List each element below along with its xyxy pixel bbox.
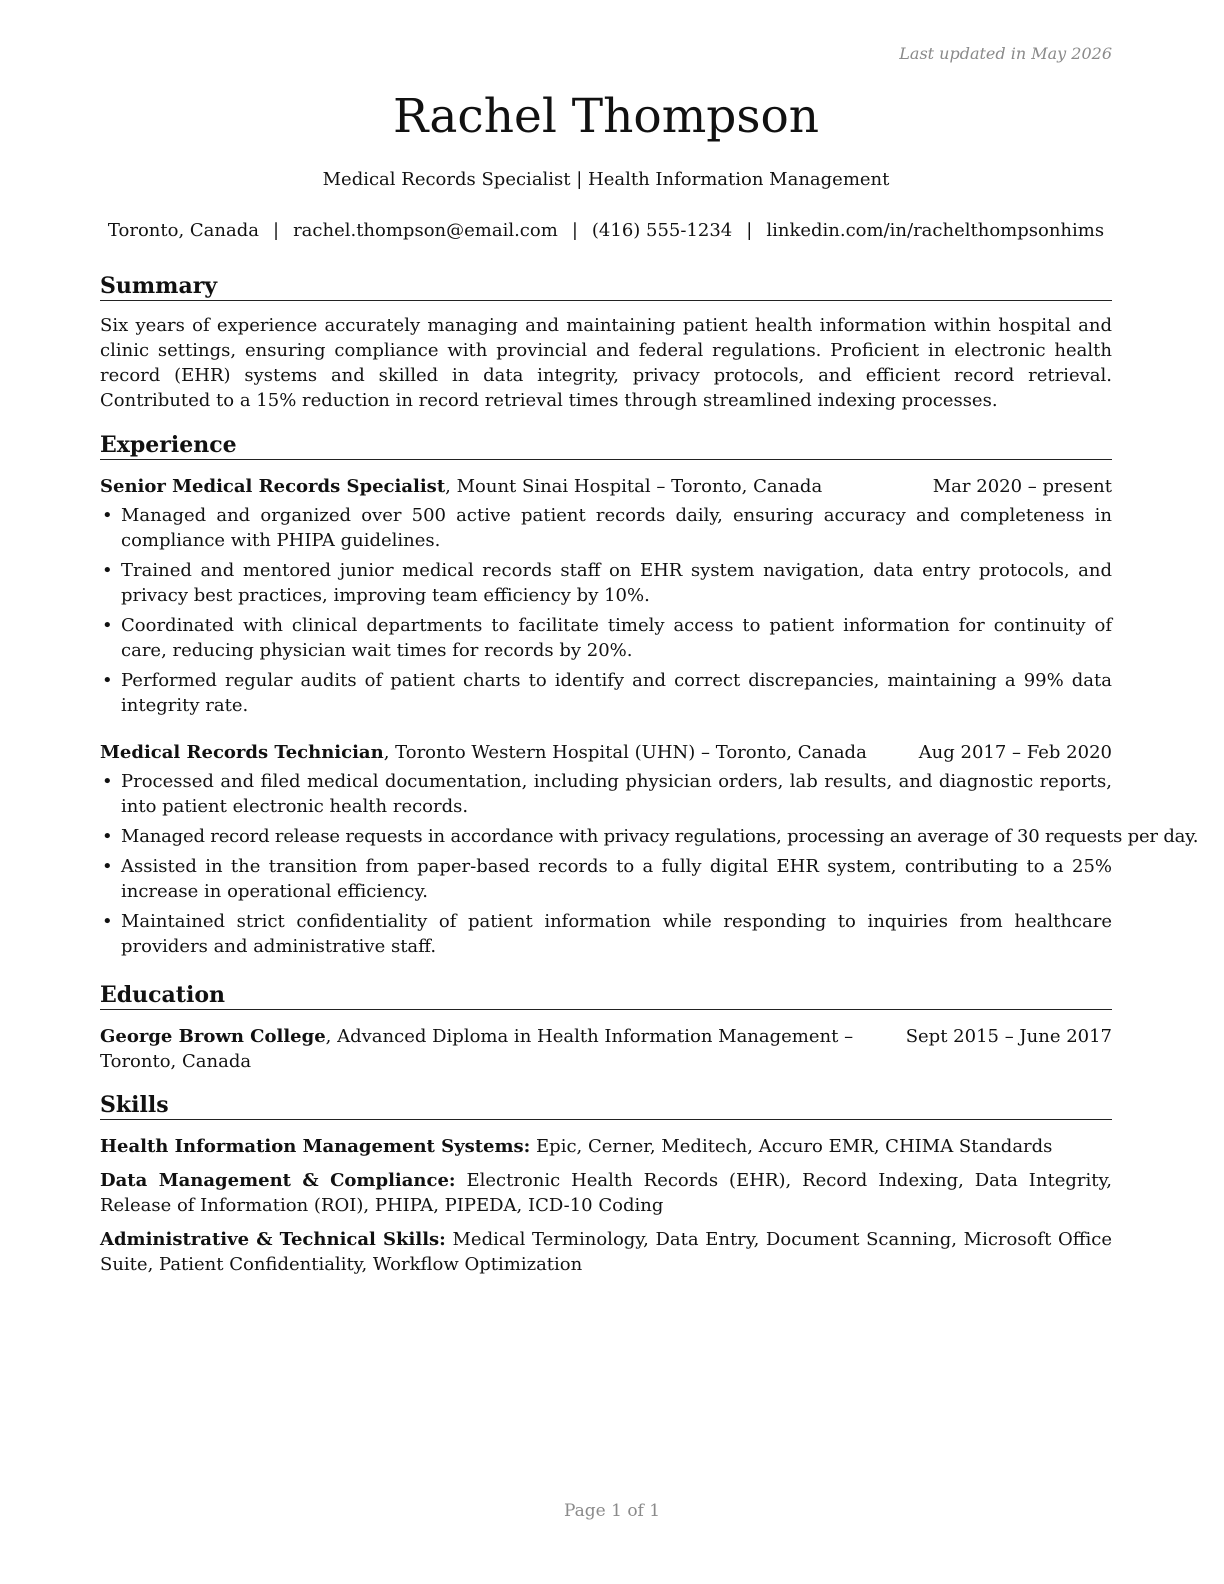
skill-group-items: Electronic Health Records (EHR), Record Indexing, Data Integrity, Release of Information (ROI), PHIPA, PIPEDA, ICD-10 Coding [100, 1170, 1112, 1216]
skill-group [100, 1168, 1112, 1218]
experience-section [100, 431, 1199, 964]
list-item: • Coordinated with clinical departments to facilitate timely access to patient information for continuity of care, reducing physician wait times for records by 20%. [100, 613, 1112, 663]
candidate-name: Rachel Thompson [392, 89, 820, 144]
job-org: , Toronto Western Hospital (UHN) – Toronto, Canada [383, 742, 867, 763]
section-heading-education: Education [100, 981, 1112, 1010]
skills-section [100, 1091, 1112, 1277]
list-item: • Processed and filed medical documentation, including physician orders, lab results, and diagnostic reports, into patient electronic health records. [100, 769, 1112, 819]
contact-email[interactable]: rachel.thompson@email.com [293, 220, 558, 241]
education-entry [100, 1024, 1112, 1074]
job-bullets [100, 769, 1199, 959]
job-header [100, 740, 1112, 765]
skill-group-label: Data Management & Compliance: [100, 1170, 456, 1191]
job-title: Senior Medical Records Specialist [100, 476, 446, 497]
job-dates: Aug 2017 – Feb 2020 [918, 742, 1112, 763]
last-updated: Last updated in May 2026 [899, 44, 1112, 63]
section-heading-summary: Summary [100, 272, 1112, 301]
job-dates: Mar 2020 – present [932, 476, 1112, 497]
education-section [100, 981, 1112, 1074]
school-name: George Brown College [100, 1026, 326, 1047]
summary-text: Six years of experience accurately managing and maintaining patient health information within hospital and clinic settings, ensuring compliance with provincial and federal regulations. Proficient in electronic health record (EHR) systems and skilled in data integrity, privacy protocols, and efficient record retrieval. Contributed to a 15% reduction in record retrieval times through streamlined indexing processes. [100, 315, 1112, 411]
skill-group-items: Epic, Cerner, Meditech, Accuro EMR, CHIMA Standards [536, 1136, 1053, 1157]
list-item: • Performed regular audits of patient charts to identify and correct discrepancies, maintaining a 99% data integrity rate. [100, 668, 1112, 718]
list-item: • Assisted in the transition from paper-based records to a fully digital EHR system, contributing to a 25% increase in operational efficiency. [100, 854, 1112, 904]
headline: Medical Records Specialist | Health Information Management [322, 169, 890, 190]
contact-phone[interactable]: (416) 555-1234 [591, 220, 733, 241]
job-title: Medical Records Technician [100, 742, 384, 763]
contact-location: Toronto, Canada [107, 220, 259, 241]
skill-group [100, 1227, 1112, 1277]
section-heading-experience: Experience [100, 431, 1112, 460]
job-header [100, 474, 1112, 499]
education-dates: Sept 2015 – June 2017 [905, 1026, 1112, 1047]
skill-group-items: Medical Terminology, Data Entry, Document Scanning, Microsoft Office Suite, Patient Confidentiality, Workflow Optimization [100, 1229, 1113, 1275]
summary-section [100, 272, 1112, 413]
list-item: • Trained and mentored junior medical records staff on EHR system navigation, data entry protocols, and privacy best practices, improving team efficiency by 10%. [100, 558, 1112, 608]
skill-group [100, 1134, 1112, 1159]
list-item: • Maintained strict confidentiality of patient information while responding to inquiries from healthcare providers and administrative staff. [100, 909, 1112, 959]
job-org: , Mount Sinai Hospital – Toronto, Canada [445, 476, 823, 497]
contact-line [88, 219, 1124, 243]
degree-detail: , Advanced Diploma in Health Information Management – Toronto, Canada [100, 1026, 854, 1072]
job-entry [100, 474, 1112, 718]
skill-group-label: Administrative & Technical Skills: [100, 1229, 446, 1250]
job-bullets [100, 503, 1112, 718]
job-entry [100, 740, 1199, 959]
contact-separator: | [571, 220, 578, 241]
list-item: • Managed and organized over 500 active patient records daily, ensuring accuracy and completeness in compliance with PHIPA guidelines. [100, 503, 1112, 553]
page-number: Page 1 of 1 [563, 1501, 661, 1521]
contact-separator: | [272, 220, 280, 241]
skill-group-label: Health Information Management Systems: [100, 1136, 531, 1157]
contact-separator: | [746, 220, 753, 241]
list-item: • Managed record release requests in accordance with privacy regulations, processing an average of 30 requests per day. [100, 824, 1112, 849]
contact-linkedin[interactable]: linkedin.com/in/rachelthompsonhims [766, 220, 1105, 241]
section-heading-skills: Skills [100, 1091, 1112, 1120]
